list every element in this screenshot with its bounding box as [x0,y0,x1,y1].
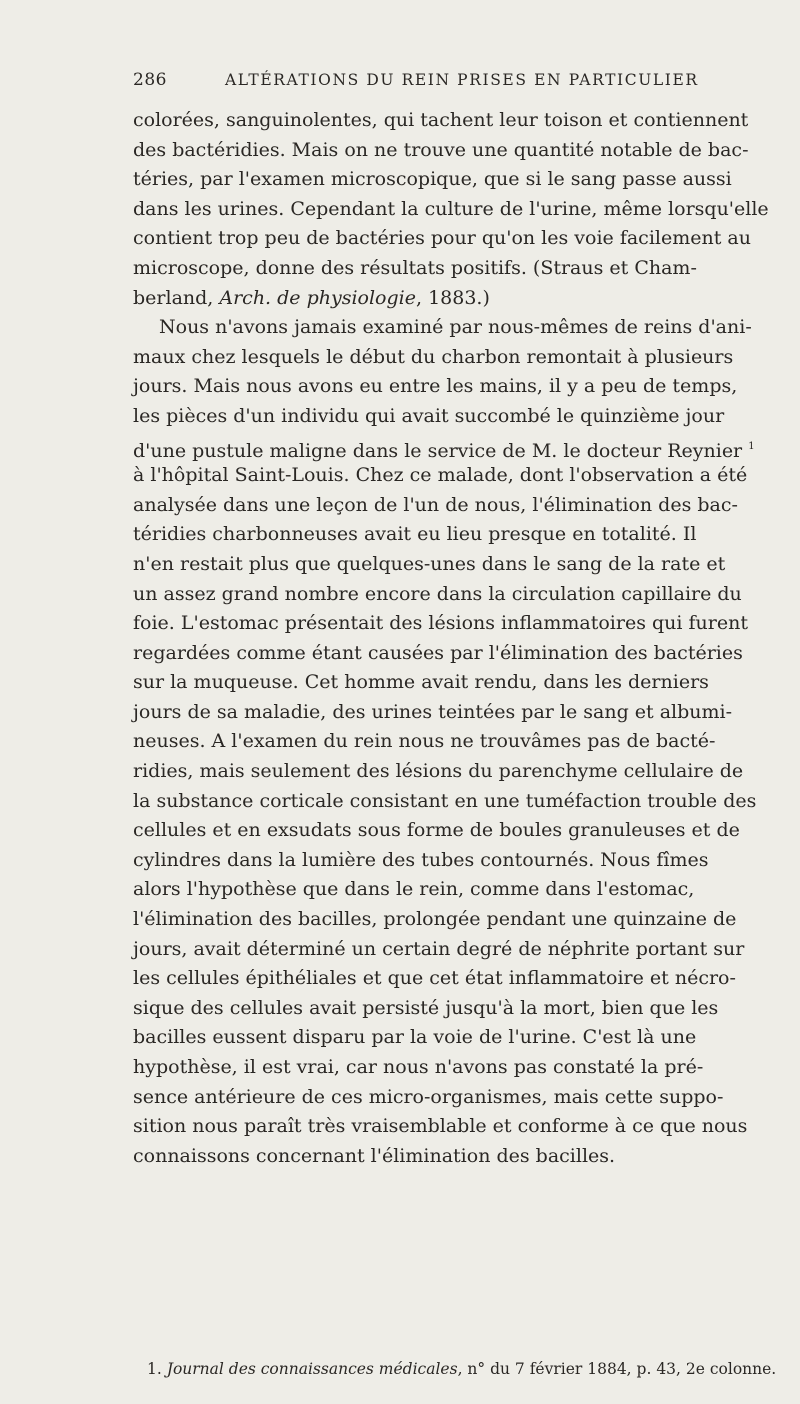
footnote-journal: Journal des connaissances médicales [166,1360,458,1378]
body-text [133,106,769,1171]
footnote-mark: 1 [748,440,755,452]
text-line: à l'hôpital Saint-Louis. Chez ce malade, dont l'observation a été [133,464,748,487]
footnote-number: 1. [147,1360,162,1378]
text-line: colorées, sanguinolentes, qui tachent leur toison et contiennent [133,109,749,131]
text-line: les pièces d'un individu qui avait succombé le quinzième jour [133,404,725,427]
text-line: bacilles eussent disparu par la voie de l'urine. C'est là une [133,1026,697,1049]
text-line: les cellules épithéliales et que cet état inflammatoire et nécro- [133,967,736,990]
text-line: jours. Mais nous avons eu entre les mains, il y a peu de temps, [133,375,738,398]
text-line: contient trop peu de bactéries pour qu'on les voie facilement au [133,227,751,250]
text-line: cylindres dans la lumière des tubes contournés. Nous fîmes [133,848,709,871]
footnote [147,1360,777,1378]
citation-suffix: , 1883.) [415,286,490,309]
page-header [133,70,699,98]
text-line: regardées comme étant causées par l'élimination des bactéries [133,641,743,664]
text-line: neuses. A l'examen du rein nous ne trouvâmes pas de bacté- [133,730,716,753]
paragraph-end-line: connaissons concernant l'élimination des bacilles. [133,1144,616,1167]
text-line: analysée dans une leçon de l'un de nous, l'élimination des bac- [133,493,738,516]
text-line: jours, avait déterminé un certain degré de néphrite portant sur [133,937,745,960]
text-line: des bactéridies. Mais on ne trouve une quantité notable de bac- [133,138,749,161]
text-line: la substance corticale consistant en une tuméfaction trouble des [133,789,757,812]
text-line: téridies charbonneuses avait eu lieu presque en totalité. Il [133,523,697,546]
text-line: jours de sa maladie, des urines teintées par le sang et albumi- [133,700,733,723]
citation-journal: Arch. de physiologie [219,286,416,309]
text-line-with-note [133,432,755,462]
paragraph-start-line: Nous n'avons jamais examiné par nous-mêmes de reins d'ani- [159,316,752,339]
text-line: ridies, mais seulement des lésions du parenchyme cellulaire de [133,760,744,783]
text-line: microscope, donne des résultats positifs. (Straus et Cham- [133,256,697,279]
citation-line [133,284,659,314]
text-line: hypothèse, il est vrai, car nous n'avons pas constaté la pré- [133,1056,704,1078]
text-line: sique des cellules avait persisté jusqu'à la mort, bien que les [133,996,719,1019]
text-line: dans les urines. Cependant la culture de l'urine, même lorsqu'elle [133,197,769,220]
footnote-details: , n° du 7 février 1884, p. 43, 2e colonne. [457,1360,777,1378]
citation-prefix: berland, [133,286,220,309]
reynier-text: d'une pustule maligne dans le service de M. le docteur Reynier [133,439,743,462]
text-line: sence antérieure de ces micro-organismes, mais cette suppo- [133,1085,724,1108]
text-line: téries, par l'examen microscopique, que si le sang passe aussi [133,168,732,191]
running-title: ALTÉRATIONS DU REIN PRISES EN PARTICULIER [225,71,699,89]
page-number: 286 [133,70,167,90]
text-line: sition nous paraît très vraisemblable et conforme à ce que nous [133,1115,748,1138]
text-line: n'en restait plus que quelques-unes dans le sang de la rate et [133,552,726,575]
text-line: maux chez lesquels le début du charbon remontait à plusieurs [133,345,734,368]
text-line: sur la muqueuse. Cet homme avait rendu, dans les derniers [133,671,709,694]
text-line: un assez grand nombre encore dans la circulation capillaire du [133,582,742,605]
text-line: cellules et en exsudats sous forme de boules granuleuses et de [133,819,740,842]
text-line: l'élimination des bacilles, prolongée pendant une quinzaine de [133,908,737,931]
text-line: foie. L'estomac présentait des lésions inflammatoires qui furent [133,612,748,635]
text-line: alors l'hypothèse que dans le rein, comme dans l'estomac, [133,878,695,901]
